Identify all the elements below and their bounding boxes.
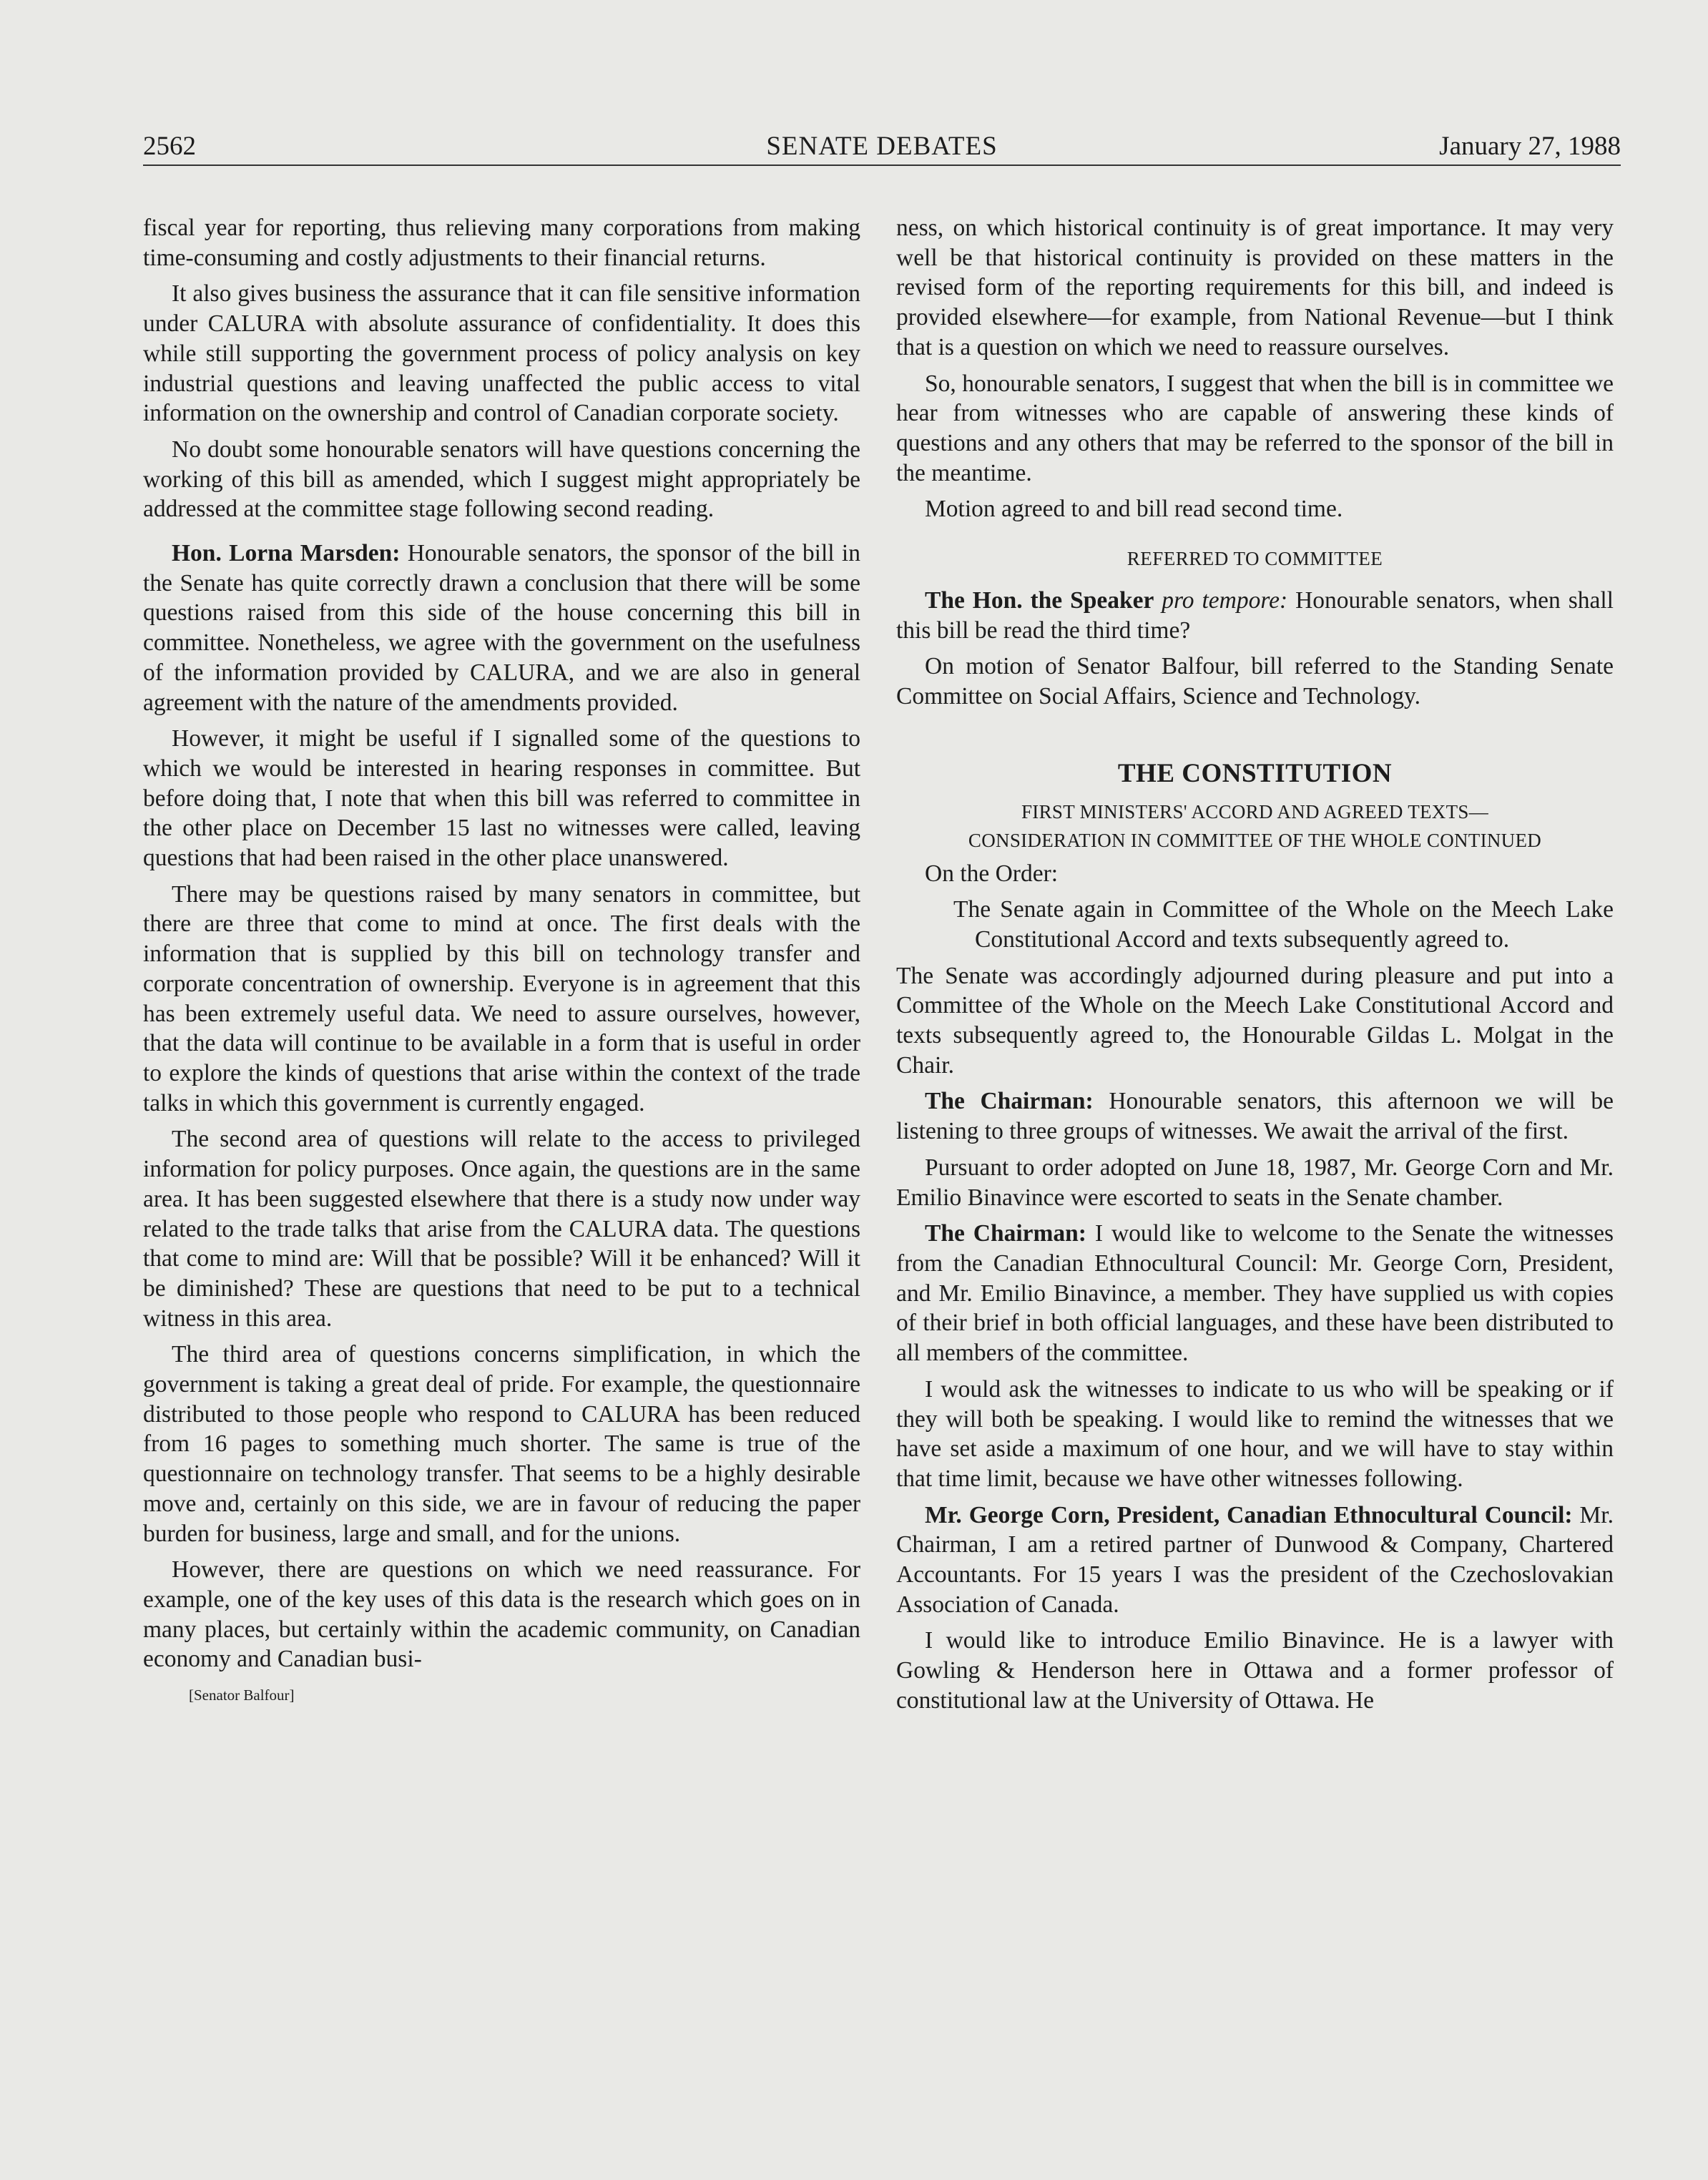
paragraph: I would like to introduce Emilio Binavince. He is a lawyer with Gowling & Henderson here in Ottawa and a former professor of constitutional law at the University of Ottawa. He: [896, 1627, 1614, 1714]
speech-text: Honourable senators, this afternoon we will be listening to three groups of witnesses. We await the arrival of the first.: [896, 1088, 1614, 1145]
paragraph: On motion of Senator Balfour, bill referred to the Standing Senate Committee on Social Affairs, Science and Technology.: [896, 653, 1614, 710]
speech-text: I would like to welcome to the Senate the witnesses from the Canadian Ethnocultural Council: Mr. George Corn, President, and Mr. Emilio Binavince, a member. They have supplied us with copies of their brief in both official languages, and these have been distributed to all members of the committee.: [896, 1220, 1614, 1367]
speaker-name: The Chairman:: [925, 1088, 1094, 1115]
publication-title: SENATE DEBATES: [766, 132, 998, 161]
paragraph: The second area of questions will relate to the access to privileged information for policy purposes. Once again, the questions are in the same area. It has been suggested elsewhere that there is a study now under way related to the trade talks that arise from the CALURA data. The questions that come to mind are: Will that be possible? Will it be enhanced? Will it be diminished? These are questions that need to be put to a technical witness in this area.: [143, 1126, 860, 1332]
speech-paragraph: [143, 539, 860, 717]
speech-text: Honourable senators, when shall this bill be read the third time?: [896, 587, 1614, 644]
speaker-name: The Chairman:: [925, 1220, 1086, 1247]
paragraph: However, it might be useful if I signalled some of the questions to which we would be interested in hearing responses in committee. But before doing that, I note that when this bill was referred to committee in the other place on December 15 last no witnesses were called, leaving questions that had been raised in the other place unanswered.: [143, 725, 860, 872]
section-title: THE CONSTITUTION: [1117, 758, 1393, 788]
paragraph: The Senate was accordingly adjourned during pleasure and put into a Committee of the Whole on the Meech Lake Constitutional Accord and texts subsequently agreed to, the Honourable Gildas L. Molgat in the Chair.: [896, 962, 1614, 1079]
paragraph: fiscal year for reporting, thus relieving many corporations from making time-consuming and costly adjustments to their financial returns.: [143, 215, 860, 271]
speaker-name: Hon. Lorna Marsden:: [172, 540, 401, 567]
paragraph: There may be questions raised by many senators in committee, but there are three that come to mind at once. The first deals with the information that is supplied by this bill on technology transfer and corporate concentration of ownership. Everyone is in agreement that this has been extremely useful data. We need to assure ourselves, however, that the data will continue to be available in a form that is useful in order to explore the kinds of questions that arise within the context of the trade talks in which this government is currently engaged.: [143, 880, 860, 1116]
right-column: [896, 213, 1614, 1722]
paragraph: However, there are questions on which we need reassurance. For example, one of the key uses of this data is the research which goes on in many places, but certainly within the academic community, on Canadian economy and Canadian busi-: [143, 1556, 860, 1673]
page-number: 2562: [143, 132, 196, 161]
paragraph: I would ask the witnesses to indicate to us who will be speaking or if they will both be speaking. I would like to remind the witnesses that we have set aside a maximum of one hour, and we will have to stay within that time limit, because we have other witnesses following.: [896, 1375, 1614, 1492]
paragraph: No doubt some honourable senators will have questions concerning the working of this bill as amended, which I suggest might appropriately be addressed at the committee stage following second reading.: [143, 436, 860, 523]
paragraph: On the Order:: [925, 860, 1059, 887]
order-text: The Senate again in Committee of the Whole on the Meech Lake Constitutional Accord and texts subsequently agreed to.: [953, 896, 1614, 953]
speech-text: Mr. Chairman, I am a retired partner of Dunwood & Company, Chartered Accountants. For 15 years I was the president of the Czechoslovakian Association of Canada.: [896, 1501, 1614, 1618]
speech-paragraph: [896, 1086, 1614, 1146]
paragraph: Pursuant to order adopted on June 18, 1987, Mr. George Corn and Mr. Emilio Binavince were escorted to seats in the Senate chamber.: [896, 1154, 1614, 1211]
publication-date: January 27, 1988: [1439, 132, 1621, 161]
subheading-referred: REFERRED TO COMMITTEE: [1127, 548, 1383, 570]
speaker-role: pro tempore:: [1162, 587, 1288, 614]
speaker-name: The Hon. the Speaker: [925, 587, 1154, 614]
section-subtitle: [896, 797, 1614, 855]
footnote: [Senator Balfour]: [189, 1686, 295, 1704]
paragraph: Motion agreed to and bill read second time.: [925, 496, 1343, 523]
paragraph: ness, on which historical continuity is of great importance. It may very well be that historical continuity is provided on these matters in the revised form of the reporting requirements for this bill, and indeed is provided elsewhere—for example, from National Revenue—but I think that is a question on which we need to reassure ourselves.: [896, 215, 1614, 360]
speech-paragraph: [896, 586, 1614, 645]
left-column: [143, 213, 860, 1717]
speech-paragraph: [896, 1219, 1614, 1368]
paragraph: It also gives business the assurance that it can file sensitive information under CALURA with absolute assurance of confidentiality. It does this while still supporting the government process of policy analysis on key industrial questions and leaving unaffected the public access to vital information on the ownership and control of Canadian corporate society.: [143, 280, 860, 427]
speaker-name: Mr. George Corn, President, Canadian Ethnocultural Council:: [925, 1501, 1573, 1528]
speech-paragraph: [896, 1501, 1614, 1620]
subtitle-line: FIRST MINISTERS' ACCORD AND AGREED TEXTS—: [1021, 800, 1488, 823]
paragraph: The third area of questions concerns simplification, in which the government is taking a great deal of pride. For example, the questionnaire distributed to those people who respond to CALURA has been reduced from 16 pages to something much shorter. The same is true of the questionnaire on technology transfer. That seems to be a highly desirable move and, certainly on this side, we are in favour of reducing the paper burden for business, large and small, and for the unions.: [143, 1341, 860, 1547]
speech-text: Honourable senators, the sponsor of the bill in the Senate has quite correctly drawn a conclusion that there will be some questions raised from this side of the house concerning this bill in committee. Nonetheless, we agree with the government on the usefulness of the information provided by CALURA, and we are also in general agreement with the nature of the amendments provided.: [143, 540, 860, 716]
subtitle-line: CONSIDERATION IN COMMITTEE OF THE WHOLE CONTINUED: [968, 829, 1542, 851]
page-header: [143, 129, 1621, 166]
paragraph: So, honourable senators, I suggest that when the bill is in committee we hear from witnesses who are capable of answering these kinds of questions and any others that may be referred to the sponsor of the bill in the meantime.: [896, 370, 1614, 486]
